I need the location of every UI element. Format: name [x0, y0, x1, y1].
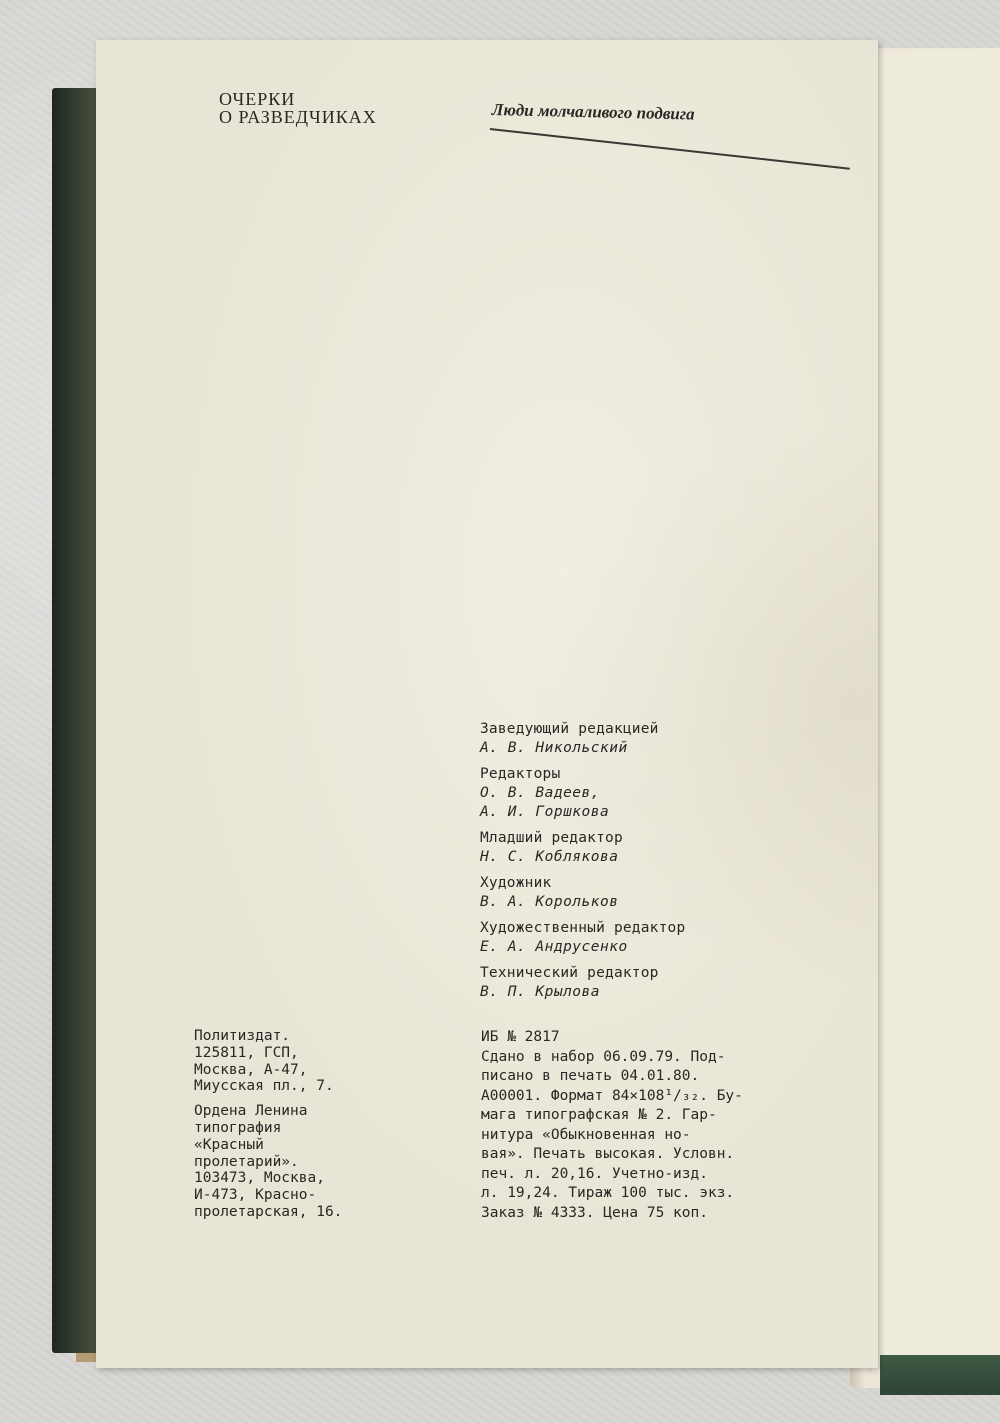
pubinfo-line: Сдано в набор 06.09.79. Под-: [481, 1048, 726, 1065]
imprint: [194, 1028, 394, 1229]
imprint-line: пролетарий».: [194, 1153, 299, 1170]
credit-name: В. П. Крылова: [480, 984, 600, 1000]
publication-info: [481, 1028, 781, 1223]
series-line: О РАЗВЕДЧИКАХ: [219, 107, 377, 127]
credit-role: Технический редактор: [480, 965, 659, 981]
imprint-line: Политиздат.: [194, 1028, 291, 1044]
series-line: ОЧЕРКИ: [219, 89, 296, 109]
credit-name: Н. С. Коблякова: [480, 849, 619, 865]
imprint-line: «Красный: [194, 1136, 264, 1153]
pubinfo-line: Заказ № 4333. Цена 75 коп.: [481, 1204, 708, 1221]
imprint-line: пролетарская, 16.: [194, 1203, 343, 1220]
series-name: [219, 90, 377, 126]
credit-entry: [480, 765, 840, 822]
pubinfo-line: А00001. Формат 84×108¹/₃₂. Бу-: [481, 1087, 743, 1104]
credit-entry: [480, 919, 840, 957]
credit-role: Заведующий редакцией: [480, 721, 659, 737]
imprint-line: Москва, А-47,: [194, 1061, 308, 1078]
credit-entry: [480, 829, 840, 867]
credit-name: В. А. Корольков: [480, 894, 619, 910]
pubinfo-line: печ. л. 20,16. Учетно-изд.: [481, 1165, 708, 1182]
publisher-address: [194, 1028, 394, 1095]
credit-role: Редакторы: [480, 766, 561, 782]
facing-page-surface: [870, 52, 1000, 1372]
imprint-line: И-473, Красно-: [194, 1187, 317, 1204]
printer-address: [194, 1103, 394, 1221]
credit-name: А. В. Никольский: [480, 740, 628, 756]
pubinfo-line: нитура «Обыкновенная но-: [481, 1126, 691, 1143]
credit-entry: [480, 874, 840, 912]
pubinfo-line: мага типографская № 2. Гар-: [481, 1107, 717, 1123]
credit-entry: [480, 720, 840, 758]
credit-name: А. И. Горшкова: [480, 804, 610, 820]
credit-name: О. В. Вадеев,: [480, 785, 600, 801]
credits-list: [480, 720, 840, 1009]
series-title: Люди молчаливого подвига: [491, 100, 695, 124]
book-cover-right: [880, 1355, 1000, 1395]
credit-role: Младший редактор: [480, 830, 623, 846]
credit-name: Е. А. Андрусенко: [480, 939, 628, 955]
pubinfo-line: л. 19,24. Тираж 100 тыс. экз.: [481, 1185, 735, 1201]
imprint-line: 125811, ГСП,: [194, 1044, 299, 1061]
credit-entry: [480, 964, 840, 1002]
imprint-line: Ордена Ленина: [194, 1103, 308, 1120]
pubinfo-line: писано в печать 04.01.80.: [481, 1068, 700, 1084]
pubinfo-line: ИБ № 2817: [481, 1029, 560, 1045]
imprint-line: 103473, Москва,: [194, 1170, 325, 1187]
pubinfo-line: вая». Печать высокая. Условн.: [481, 1146, 735, 1162]
credit-role: Художественный редактор: [480, 920, 686, 936]
imprint-line: Миусская пл., 7.: [194, 1078, 334, 1095]
credit-role: Художник: [480, 875, 552, 891]
imprint-line: типография: [194, 1119, 282, 1136]
